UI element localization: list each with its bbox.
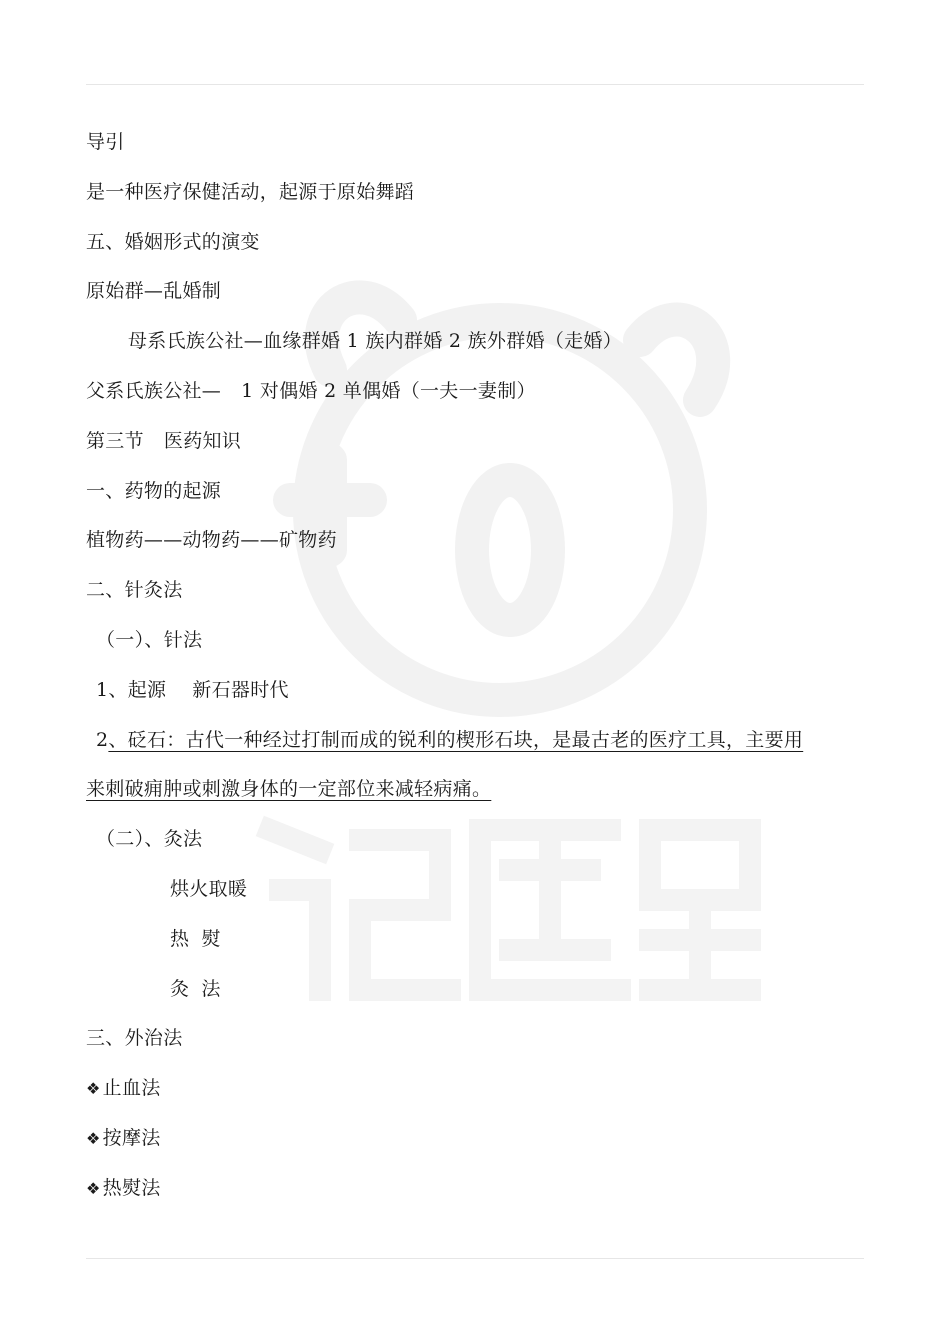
patrilineal-label: 父系氏族公社— [86, 379, 222, 402]
bianshi-text-1: 、砭石：古代一种经过打制而成的锐利的楔形石块，是最古老的医疗工具，主要用 [108, 728, 804, 751]
bullet-item-hemostasis [86, 1064, 866, 1114]
header-rule [86, 84, 864, 85]
bullet-text: 止血法 [102, 1077, 161, 1100]
paragraph-bianshi-line2 [86, 765, 866, 815]
origin-label: 1、起源 [96, 678, 167, 701]
moxibustion-char1: 灸 [170, 977, 190, 1000]
paragraph-drug-types: 植物药——动物药——矿物药 [86, 529, 337, 552]
heading-daoyin: 导引 [86, 131, 125, 153]
paragraph-patrilineal [86, 367, 866, 417]
paragraph-daoyin-desc: 是一种医疗保健活动，起源于原始舞蹈 [86, 180, 415, 203]
subheading-moxibustion: （二）、灸法 [96, 828, 203, 851]
patrilineal-detail: 1 对偶婚 2 单偶婚（一夫一妻制） [241, 379, 536, 402]
document-body [86, 118, 866, 1214]
heading-acupuncture: 二、针灸法 [86, 579, 183, 602]
heading-drug-origin: 一、药物的起源 [86, 479, 222, 502]
bianshi-number: 2 [96, 728, 109, 751]
item-fire-warming: 烘火取暖 [170, 877, 248, 900]
hot-ironing-char2: 熨 [201, 927, 221, 950]
origin-era: 新石器时代 [192, 678, 289, 701]
section-title: 医药知识 [163, 429, 242, 452]
paragraph-primitive-group: 原始群—乱婚制 [86, 280, 222, 303]
diamond-bullet-icon: ❖ [86, 1079, 101, 1099]
paragraph-origin [86, 666, 866, 716]
item-hot-ironing [86, 915, 866, 965]
diamond-bullet-icon: ❖ [86, 1128, 101, 1148]
section-heading-3 [86, 417, 866, 467]
paragraph-bianshi-line1 [86, 716, 866, 766]
section-number: 第三节 [86, 429, 144, 452]
bullet-text: 热熨法 [102, 1176, 161, 1199]
subheading-needle: （一）、针法 [96, 628, 203, 651]
diamond-bullet-icon: ❖ [86, 1178, 101, 1198]
footer-rule [86, 1258, 864, 1259]
heading-external-treatment: 三、外治法 [86, 1027, 183, 1050]
bullet-item-hot-compress [86, 1164, 866, 1214]
heading-marriage-evolution: 五、婚姻形式的演变 [86, 230, 260, 253]
moxibustion-char2: 法 [201, 977, 221, 1000]
bianshi-text-2: 来刺破痈肿或刺激身体的一定部位来减轻病痛。 [86, 778, 492, 801]
item-moxibustion [86, 965, 866, 1015]
paragraph-matrilineal: 母系氏族公社—血缘群婚 1 族内群婚 2 族外群婚（走婚） [128, 330, 623, 353]
bullet-item-massage [86, 1114, 866, 1164]
hot-ironing-char1: 热 [170, 927, 190, 950]
bullet-text: 按摩法 [102, 1126, 161, 1149]
